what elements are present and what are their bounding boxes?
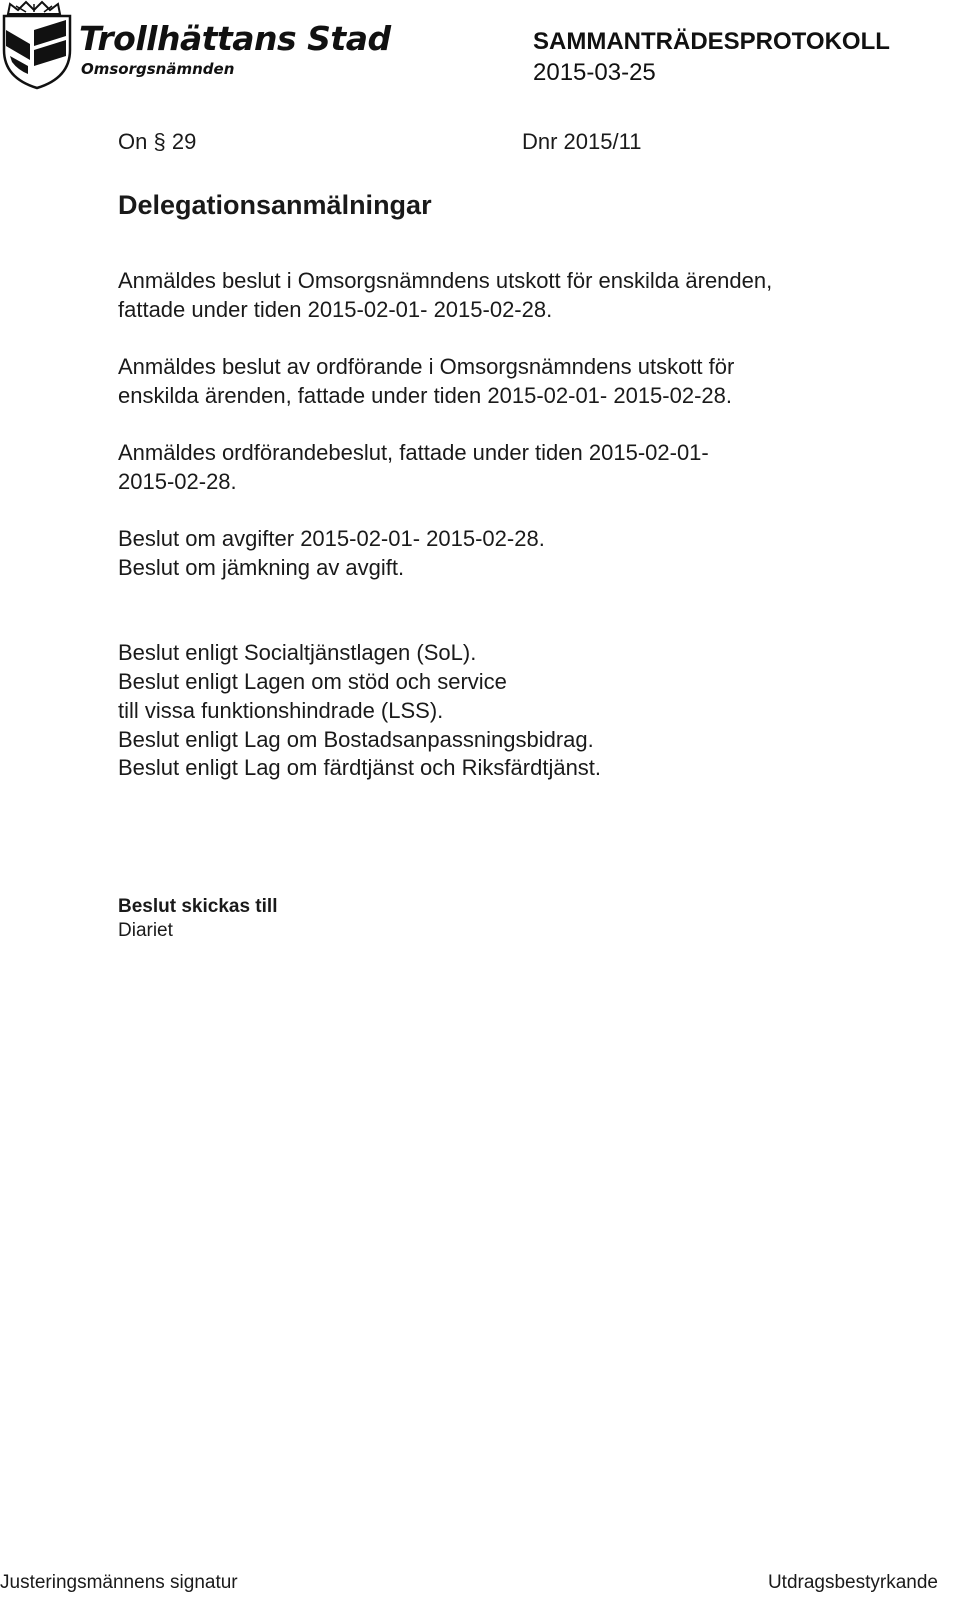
document-type: SAMMANTRÄDESPROTOKOLL bbox=[533, 28, 890, 55]
paragraph-number: 29 bbox=[171, 129, 197, 154]
distribution-recipient: Diariet bbox=[118, 920, 173, 941]
paragraph-prefix: On bbox=[118, 129, 148, 154]
distribution-heading: Beslut skickas till bbox=[118, 896, 278, 917]
footer-signature-label: Justeringsmännens signatur bbox=[0, 1572, 238, 1593]
document-date: 2015-03-25 bbox=[533, 59, 656, 86]
dnr-number: Dnr 2015/11 bbox=[522, 129, 642, 154]
paragraph-reference bbox=[118, 131, 196, 153]
body-line: Anmäldes beslut av ordförande i Omsorgsnämndens utskott för bbox=[118, 354, 735, 379]
org-unit: Omsorgsnämnden bbox=[81, 60, 235, 78]
municipality-logo bbox=[0, 0, 391, 92]
coat-of-arms-icon bbox=[0, 0, 75, 90]
paragraph-sign: § bbox=[153, 129, 166, 154]
org-name: Trollhättans Stad bbox=[79, 19, 391, 58]
body-line: till vissa funktionshindrade (LSS). bbox=[118, 698, 444, 723]
item-title: Delegationsanmälningar bbox=[118, 190, 432, 220]
body-line: enskilda ärenden, fattade under tiden 2015-02-01- 2015-02-28. bbox=[118, 383, 733, 408]
body-line: Anmäldes ordförandebeslut, fattade under tiden 2015-02-01- bbox=[118, 440, 709, 465]
body-line: Beslut om avgifter 2015-02-01- 2015-02-28. bbox=[118, 526, 545, 551]
body-line: Beslut om jämkning av avgift. bbox=[118, 555, 405, 580]
body-line: Anmäldes beslut i Omsorgsnämndens utskott för enskilda ärenden, bbox=[118, 268, 773, 293]
body-line: Beslut enligt Lag om färdtjänst och Riksfärdtjänst. bbox=[118, 755, 602, 780]
body-line: 2015-02-28. bbox=[118, 469, 237, 494]
body-line: fattade under tiden 2015-02-01- 2015-02-28. bbox=[118, 297, 553, 322]
body-line: Beslut enligt Lag om Bostadsanpassningsbidrag. bbox=[118, 727, 594, 752]
body-line: Beslut enligt Lagen om stöd och service bbox=[118, 669, 507, 694]
body-line: Beslut enligt Socialtjänstlagen (SoL). bbox=[118, 640, 477, 665]
footer-certification-label: Utdragsbestyrkande bbox=[767, 1572, 938, 1593]
